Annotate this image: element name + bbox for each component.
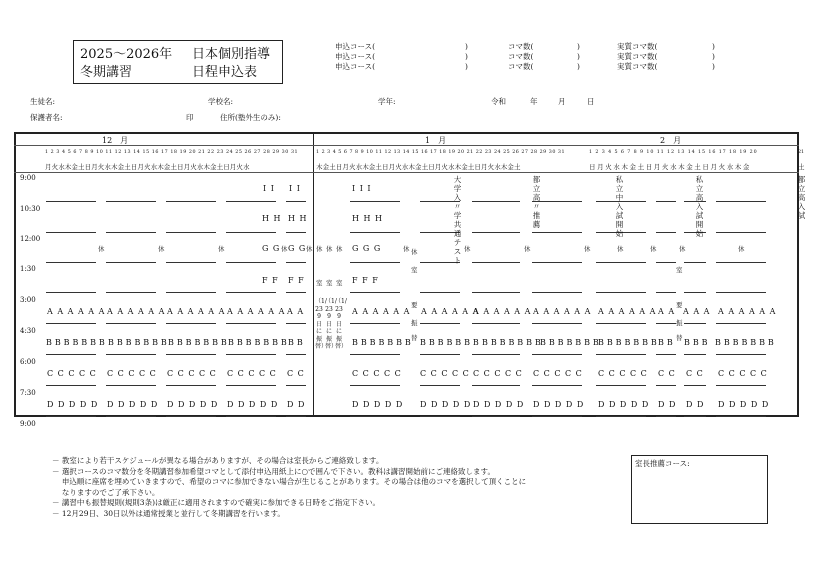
title-term: 冬期講習 [80,65,133,80]
slot-C[interactable]: C C [658,369,676,378]
slot-underline [286,262,306,263]
slot-underline [350,201,400,202]
event-private-junior-exam: 私立中入試開始 [615,175,624,238]
slot-A[interactable]: A A [658,307,676,316]
rest-mark: 休 [336,245,343,253]
slot-underline [532,354,582,355]
slot-B[interactable]: B B [658,338,673,347]
time-label: 4:30 [20,327,36,335]
day-label: 日 [587,97,595,106]
slot-underline [46,416,96,417]
slot-underline [596,354,646,355]
note-line: 申込順に座席を埋めていきますので、希望のコマに参加できない場合が生じることがあります。その場合は他のコマを選択して頂くことに [52,477,527,486]
note-line: － 講習中も振替規則(規則3条)は厳正に適用されますので確実に参加できる日時をご指定下さい。 [52,498,381,507]
slot-underline [532,232,582,233]
slot-underline [656,385,676,386]
slot-H[interactable]: H H [288,214,308,223]
slot-underline [226,354,276,355]
event-private-high-exam: 私立高入試開始 [695,175,704,238]
slot-underline [684,323,706,324]
application-row[interactable]: 申込コース( ) コマ数( ) 実質コマ数( ) [335,62,715,71]
slot-underline [596,323,646,324]
february-weekdays: 日月火水木金土日月火水木金土日月火水木金 [589,163,751,171]
slot-C[interactable]: C C [287,369,305,378]
note-line: なりますのでご了承下さい。 [52,487,160,497]
kae-mark: 替 [411,334,418,342]
slot-underline [286,416,306,417]
slot-underline [46,385,96,386]
slot-underline [684,292,706,293]
student-name-label[interactable]: 生徒名: [30,97,56,106]
slot-D[interactable]: D D D D D [420,400,472,409]
time-label: 9:00 [20,420,36,428]
rest-mark: 休 [218,245,225,253]
january-weekdays: 木金土日月火水木金土日月火水木金土日月火水木金土日月火水木金土 [316,163,521,171]
kae-mark: 替 [676,334,683,342]
slot-D[interactable]: D D [287,400,306,409]
time-label: 9:00 [20,174,36,182]
slot-underline [656,262,676,263]
slot-underline [656,201,676,202]
time-label: 6:00 [20,358,36,366]
slot-underline [286,323,306,324]
slot-underline [46,354,96,355]
slot-underline [166,354,216,355]
slot-underline [46,232,96,233]
application-row[interactable]: 申込コース( ) コマ数( ) 実質コマ数( ) [335,52,715,61]
slot-underline [350,292,400,293]
slot-underline [420,292,460,293]
rest-mark: 休 [679,245,686,253]
slot-D[interactable]: D D [686,400,705,409]
rest-mark: 休 [326,245,333,253]
rest-mark: 休 [738,245,745,253]
slot-underline [286,354,306,355]
slot-D[interactable]: D D D D D [227,400,279,409]
slot-underline [350,416,400,417]
slot-underline [106,354,156,355]
slot-F[interactable]: F F [262,276,279,285]
furikae-note: （1/23 9日に 振替） [315,298,328,350]
time-label: 12:00 [20,235,41,243]
december-days: 1 2 3 4 5 6 7 8 9 10 11 12 13 14 15 16 17 18 19 20 21 22 23 24 25 26 27 28 29 30 31 [45,150,299,155]
slot-underline [166,262,216,263]
slot-I[interactable]: I I I [352,184,372,193]
slot-underline [716,354,766,355]
slot-A[interactable]: A A A A A A [421,307,480,316]
time-label: 3:00 [20,296,36,304]
slot-D[interactable]: D D D D D [598,400,650,409]
slot-underline [656,354,676,355]
note-line: － 選択コースのコマ数分を冬期講習参加希望コマとして添付申込用紙上に○で囲んで下さい。教科は講習開始前にご連絡致します。 [52,466,495,476]
month-divider [313,132,314,417]
slot-underline [716,262,766,263]
slot-underline [596,262,646,263]
slot-F[interactable]: F F [288,276,305,285]
seal-label: 印 [186,113,194,122]
slot-underline [286,292,306,293]
yo-mark: 要 [676,301,683,309]
slot-D[interactable]: D D D D D [47,400,99,409]
slot-B[interactable]: B B B B B B B [108,338,168,347]
slot-C[interactable]: C C [686,369,704,378]
slot-underline [472,323,520,324]
slot-A[interactable]: A A A A A A [533,307,592,316]
slot-G[interactable]: G G [262,244,281,253]
slot-G[interactable]: G G [288,244,307,253]
slot-underline [106,323,156,324]
time-label: 10:30 [20,205,41,213]
rest-mark: 休 [281,245,288,253]
room-mark: 室 [676,266,683,274]
rest-mark: 休 [584,245,591,253]
slot-underline [106,385,156,386]
slot-D[interactable]: D D D D D [107,400,159,409]
slot-G[interactable]: G G G [352,244,382,253]
slot-underline [656,232,676,233]
slot-H[interactable]: H H [262,214,282,223]
slot-underline [350,262,400,263]
slot-A[interactable]: A A A A A A [718,307,777,316]
slot-underline [166,232,216,233]
note-line: － 教室により若干スケジュールが異なる場合がありますが、その場合は室長からご連絡致します。 [52,456,384,465]
furikae-note: （1/23 9日に 振替） [335,298,348,350]
note-line: － 12月29日、30日以外は通常授業と並行して冬期講習を行います。 [52,508,285,518]
rest-mark: 休 [464,245,471,253]
january-days: 1 2 3 4 5 6 7 8 9 10 11 12 13 14 15 16 17 18 19 20 21 22 23 24 25 26 27 28 29 30 31 [316,150,565,155]
rest-mark: 休 [524,245,531,253]
slot-B[interactable]: B B B B B B B [540,338,600,347]
slot-C[interactable]: C C C C C [167,369,217,378]
slot-B[interactable]: B B B B B B B [598,338,658,347]
event-university-common-test: 大学入〃学共通テスト [453,175,462,265]
time-label: 7:30 [20,389,36,397]
slot-B[interactable]: B B B B B B B [228,338,288,347]
slot-underline [472,232,520,233]
event-toritsu-recommend: 都立高〃推薦 [532,175,541,229]
slot-D[interactable]: D D D D D [167,400,219,409]
slot-B[interactable]: B B B B B B B [482,338,542,347]
month-february: 2 月 [660,136,682,145]
room-mark: 室 [326,279,333,287]
slot-underline [716,201,766,202]
month-december: 12 月 [102,136,129,145]
slot-underline [226,385,276,386]
slot-underline [350,385,400,386]
slot-C[interactable]: C C C C C [107,369,157,378]
december-weekdays: 月火水木金土日月火水木金土日月火水木金土日月火水木金土日月火水 [45,163,250,171]
slot-B[interactable]: B B [288,338,303,347]
slot-A[interactable]: A A A A A A [107,307,166,316]
notes [52,456,526,519]
slot-underline [596,416,646,417]
title-brand: 日本個別指導 [192,47,271,62]
slot-underline [656,416,676,417]
february-days: 1 2 3 4 5 6 7 8 9 10 11 12 13 14 15 16 17 18 19 20 [589,150,758,155]
slot-C[interactable]: C C C C C [420,369,470,378]
slot-C[interactable]: C C C C C [718,369,768,378]
slot-D[interactable]: D D D D D [352,400,404,409]
slot-underline [46,292,96,293]
furi-mark: 振 [676,319,683,327]
rest-mark: 休 [403,245,410,253]
slot-underline [166,323,216,324]
application-lines [335,42,735,72]
slot-C[interactable]: C C C C C [227,369,277,378]
rest-mark: 休 [306,245,313,253]
slot-underline [532,262,582,263]
slot-underline [166,416,216,417]
room-mark: 室 [316,279,323,287]
rest-mark: 休 [411,248,418,256]
year-label: 年 [530,97,538,106]
slot-A[interactable]: A A A A A A [352,307,411,316]
slot-A[interactable]: A A A [683,307,711,316]
slot-underline [420,354,460,355]
february-21-weekday: 土 [798,163,805,171]
slot-underline [46,323,96,324]
rest-mark: 休 [98,245,105,253]
address-label[interactable]: 住所(塾外生のみ): [220,113,281,122]
slot-underline [656,292,676,293]
slot-C[interactable]: C C C C C [352,369,402,378]
rest-mark: 休 [650,245,657,253]
slot-underline [46,201,96,202]
slot-underline [596,385,646,386]
slot-underline [106,416,156,417]
slot-underline [596,292,646,293]
slot-underline [350,323,400,324]
slot-C[interactable]: C C C C C [533,369,583,378]
slot-B[interactable]: B B B B B B B [420,338,480,347]
slot-underline [716,416,766,417]
slot-underline [532,385,582,386]
slot-underline [472,416,520,417]
slot-underline [350,354,400,355]
slot-underline [420,416,460,417]
month-january: 1 月 [425,136,447,145]
slot-underline [420,323,460,324]
slot-underline [286,201,306,202]
slot-underline [106,201,156,202]
slot-underline [106,292,156,293]
title-form: 日程申込表 [192,65,258,80]
slot-underline [472,262,520,263]
slot-I[interactable]: I I [289,184,301,193]
title-year: 2025〜2026年 [80,47,173,62]
slot-underline [286,385,306,386]
slot-A[interactable]: A A A A A A [47,307,106,316]
slot-underline [226,323,276,324]
slot-B[interactable]: B B B B B B B [168,338,228,347]
slot-underline [716,292,766,293]
room-mark: 室 [411,266,418,274]
school-name-label[interactable]: 学校名: [208,97,234,106]
slot-underline [166,385,216,386]
title-box [73,40,283,84]
slot-A[interactable]: A A [287,307,305,316]
slot-underline [684,416,706,417]
slot-C[interactable]: C C C C C [598,369,648,378]
slot-C[interactable]: C C C C C [47,369,97,378]
february-21-day: 21 [798,150,805,155]
month-label: 月 [558,97,566,106]
slot-D[interactable]: D D D D D [473,400,525,409]
slot-D[interactable]: D D D D D [533,400,585,409]
slot-underline [226,292,276,293]
recommend-label: 室長推薦コース: [635,459,690,468]
slot-underline [286,232,306,233]
slot-D[interactable]: D D D D D [718,400,770,409]
recommend-box[interactable] [631,455,768,524]
slot-underline [472,385,520,386]
slot-A[interactable]: A A A A A A [598,307,657,316]
slot-underline [684,262,706,263]
slot-A[interactable]: A A A A A A [227,307,286,316]
slot-underline [532,416,582,417]
slot-underline [106,232,156,233]
slot-H[interactable]: H H H [352,214,384,223]
slot-underline [226,201,276,202]
yo-mark: 要 [411,301,418,309]
slot-I[interactable]: I I [263,184,275,193]
slot-underline [716,323,766,324]
time-label: 1:30 [20,265,36,273]
slot-underline [166,292,216,293]
slot-underline [226,262,276,263]
slot-F[interactable]: F F F [352,276,379,285]
era-label: 令和 [491,97,506,106]
slot-underline [716,385,766,386]
slot-underline [532,292,582,293]
slot-underline [656,323,676,324]
slot-D[interactable]: D D [658,400,677,409]
room-mark: 室 [336,279,343,287]
event-toritsu-high-exam: 都立高入試 [797,175,806,220]
slot-underline [684,354,706,355]
guardian-name-label[interactable]: 保護者名: [30,113,63,122]
rest-mark: 休 [617,245,624,253]
slot-B[interactable]: B B B B B B B [715,338,775,347]
slot-underline [716,232,766,233]
slot-underline [46,262,96,263]
slot-underline [166,201,216,202]
furi-mark: 振 [411,319,418,327]
grade-label[interactable]: 学年: [378,97,396,106]
slot-B[interactable]: B B B B B B B [352,338,412,347]
slot-underline [472,354,520,355]
slot-underline [532,323,582,324]
rest-mark: 休 [316,245,323,253]
slot-B[interactable]: B B B [684,338,708,347]
rest-mark: 休 [158,245,165,253]
slot-C[interactable]: C C C C C [473,369,523,378]
application-row[interactable]: 申込コース( ) コマ数( ) 実質コマ数( ) [335,42,715,51]
slot-underline [420,385,460,386]
slot-underline [226,416,276,417]
slot-A[interactable]: A A A A A A [167,307,226,316]
slot-underline [106,262,156,263]
slot-underline [684,385,706,386]
furikae-note: （1/23 9日に 振替） [325,298,338,350]
slot-B[interactable]: B B B B B B B [46,338,106,347]
slot-A[interactable]: A A A A A A [473,307,532,316]
slot-underline [226,232,276,233]
slot-underline [350,232,400,233]
slot-underline [472,201,520,202]
slot-underline [472,292,520,293]
